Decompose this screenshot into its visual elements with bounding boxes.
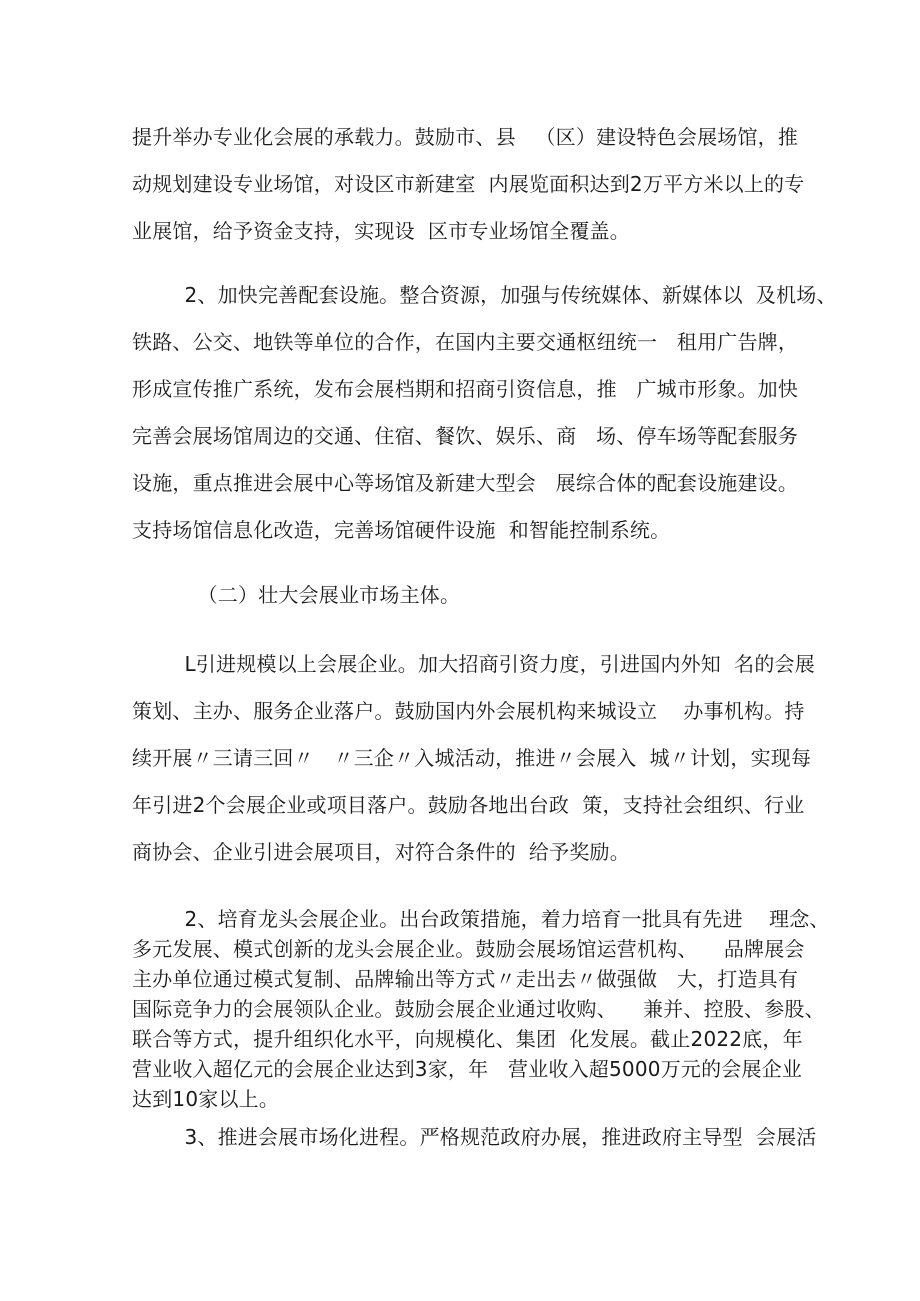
text-line: 年引进2个会展企业或项目落户。鼓励各地出台政 策，支持社会组织、行业 [132,793,805,817]
text-line: 主办单位通过模式复制、品牌输出等方式〃走出去〃做强做 大，打造具有 [132,967,799,991]
text-line: 达到10家以上。 [132,1087,280,1111]
heading-line: （二）壮大会展业市场主体。 [132,583,461,607]
text-line: 形成宣传推广系统，发布会展档期和招商引资信息，推 广城市形象。加快 [132,377,799,401]
paragraph-leading-enterprises [132,904,830,1114]
text-line: 铁路、公交、地铁等单位的合作，在国内主要交通枢纽统一 租用广告牌， [132,330,799,354]
text-line: 完善会展场馆周边的交通、住宿、餐饮、娱乐、商 场、停车场等配套服务 [132,424,799,448]
text-line: 2、加快完善配套设施。整合资源，加强与传统媒体、新媒体以 及机场、 [132,283,837,307]
text-line: 提升举办专业化会展的承载力。鼓励市、县 （区）建设特色会展场馆，推 [132,125,799,149]
text-line: 续开展〃三请三回〃 〃三企〃入城活动，推进〃会展入 城〃计划，实现每 [132,746,812,770]
paragraph-venue-capacity [132,114,812,255]
text-line: 多元发展、模式创新的龙头会展企业。鼓励会展场馆运营机构、 品牌展会 [132,937,805,961]
text-line: 设施，重点推进会展中心等场馆及新建大型会 展综合体的配套设施建设。 [132,471,799,495]
text-line: 国际竞争力的会展领队企业。鼓励会展企业通过收购、 兼并、控股、参股、 [132,997,825,1021]
paragraph-introduce-enterprises [132,641,815,876]
text-line: 动规划建设专业场馆，对设区市新建室 内展览面积达到2万平方米以上的专 [132,172,805,196]
text-line: 支持场馆信息化改造，完善场馆硬件设施 和智能控制系统。 [132,518,671,542]
text-line: 3、推进会展市场化进程。严格规范政府办展，推进政府主导型 会展活 [132,1125,817,1149]
text-line: 商协会、企业引进会展项目，对符合条件的 给予奖励。 [132,840,630,864]
text-line: 策划、主办、服务企业落户。鼓励国内外会展机构来城设立 办事机构。持 [132,699,805,723]
paragraph-marketization [132,1114,817,1161]
section-heading [132,572,812,619]
text-line: 2、培育龙头会展企业。出台政策措施，着力培育一批具有先进 理念、 [132,907,830,931]
text-line: 营业收入超亿元的会展企业达到3家，年 营业收入超5000万元的会展企业 [132,1057,803,1081]
paragraph-supporting-facilities [132,272,837,554]
text-line: 联合等方式，提升组织化水平，向规模化、集团 化发展。截止2022底，年 [132,1027,803,1051]
text-line: 业展馆，给予资金支持，实现设 区市专业场馆全覆盖。 [132,219,630,243]
text-line: L引进规模以上会展企业。加大招商引资力度，引进国内外知 名的会展 [132,652,815,676]
